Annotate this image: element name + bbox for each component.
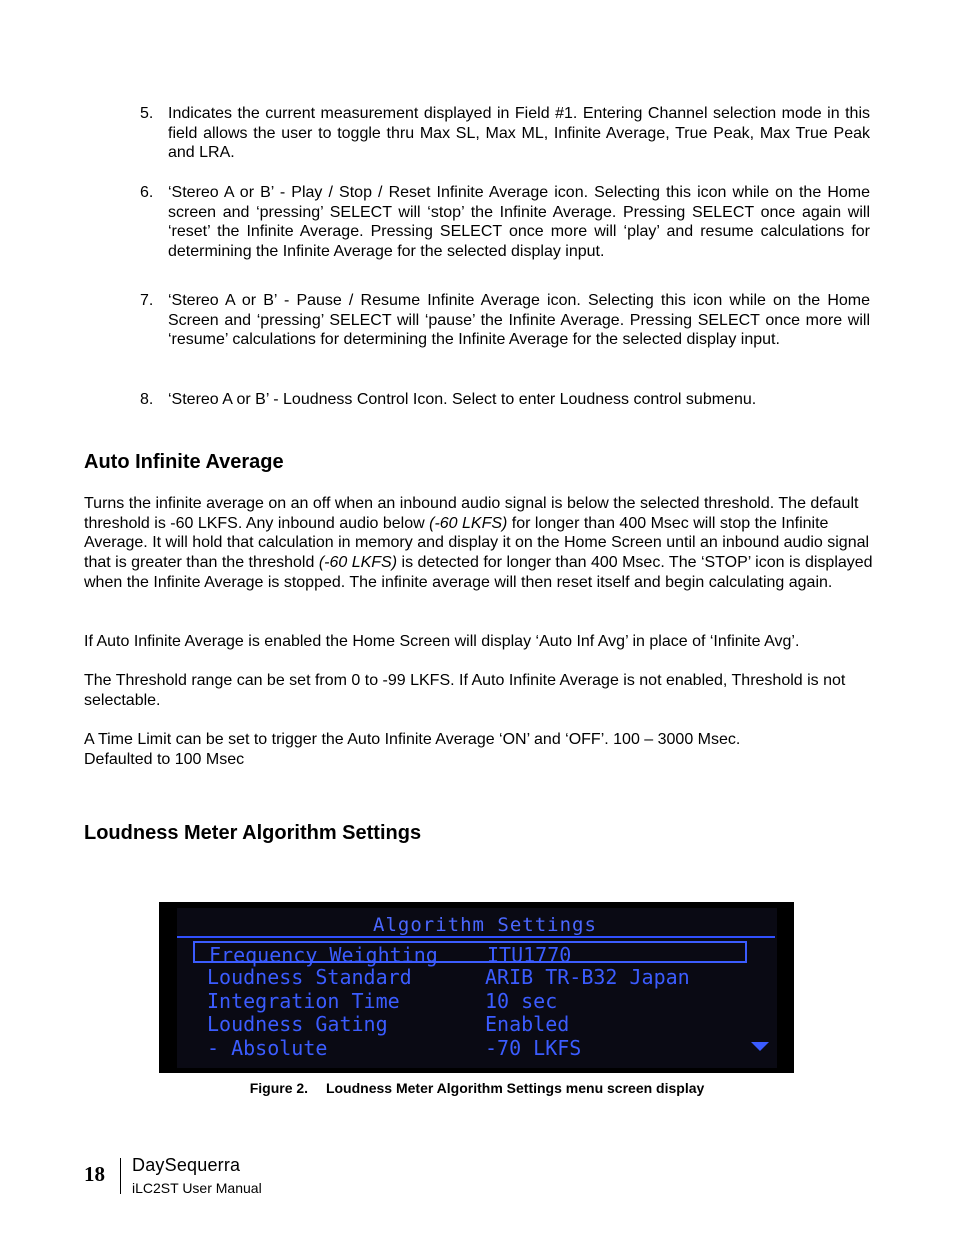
figure-label: Figure 2.: [249, 1080, 309, 1096]
section-heading-algorithm-settings: Loudness Meter Algorithm Settings: [84, 822, 422, 844]
menu-row-value: Enabled: [485, 1012, 570, 1036]
list-item-text: ‘Stereo A or B’ - Pause / Resume Infinite Average icon. Selecting this icon while on the Home Screen and ‘pressing’ SELECT will ‘pause’ the Infinite Average. Pressing SELECT once more will ‘resume’ calculations for determining the Infinite Average for the selected display input.: [168, 292, 870, 349]
menu-row-integration-time[interactable]: [193, 989, 747, 1011]
list-item-text: Indicates the current measurement displayed in Field #1. Entering Channel selection mode in this field allows the user to toggle thru Max SL, Max ML, Infinite Average, True Peak, Max True Peak and LRA.: [168, 105, 870, 162]
figure-caption-text: Loudness Meter Algorithm Settings menu screen display: [325, 1080, 705, 1096]
figure-caption: [0, 1080, 954, 1096]
paragraph: The Threshold range can be set from 0 to -99 LKFS. If Auto Infinite Average is not enabled, Threshold is not selectable.: [84, 672, 846, 709]
threshold-value: (-60 LKFS): [429, 514, 508, 532]
manual-title: iLC2ST User Manual: [132, 1180, 262, 1196]
menu-row-label: - Absolute: [207, 1036, 328, 1060]
menu-row-value: 10 sec: [485, 989, 558, 1013]
list-item: [140, 183, 870, 262]
list-item-number: 8.: [140, 391, 154, 408]
paragraph: If Auto Infinite Average is enabled the Home Screen will display ‘Auto Inf Avg’ in place of ‘Infinite Avg’.: [84, 633, 800, 650]
paragraph-text: is detected for longer than 400 Msec. The ‘STOP’ icon is displayed when the Infinite Average is stopped. The infinite average will then reset itself and begin calculating again.: [84, 554, 873, 591]
menu-row-label: Frequency Weighting: [209, 943, 438, 967]
menu-row-loudness-standard[interactable]: [193, 965, 747, 987]
title-divider: [177, 936, 775, 938]
screen-title: Algorithm Settings: [373, 914, 597, 936]
footer-divider: [120, 1158, 121, 1194]
paragraph-text: Defaulted to 100 Msec: [84, 750, 245, 768]
menu-row-absolute[interactable]: [193, 1036, 747, 1058]
menu-row-value: ITU1770: [487, 943, 572, 967]
list-item-text: ‘Stereo A or B’ - Play / Stop / Reset Infinite Average icon. Selecting this icon while on the Home screen and ‘pressing’ SELECT will ‘stop’ the Infinite Average. Pressing SELECT once again will ‘reset’ the Infinite Average. Pressing SELECT once more will ‘play’ and resume calculations for determining the Infinite Average for the selected display input.: [168, 184, 870, 261]
list-item-number: 6.: [140, 184, 154, 201]
screen-display: [177, 908, 777, 1068]
paragraph-text: A Time Limit can be set to trigger the Auto Infinite Average ‘ON’ and ‘OFF’. 100 – 3000 Msec.: [84, 731, 741, 748]
list-item: [140, 104, 870, 163]
threshold-value: (-60 LKFS): [318, 554, 398, 572]
menu-row-value: ARIB TR-B32 Japan: [485, 965, 690, 989]
menu-row-label: Loudness Gating: [207, 1012, 388, 1036]
triangle-down-icon[interactable]: [751, 1042, 769, 1051]
paragraph: [84, 494, 874, 593]
page-number: 18: [84, 1162, 105, 1186]
menu-row-label: Integration Time: [207, 989, 400, 1013]
paragraph-text: for longer than 400 Msec will stop the Infinite Average. It will hold that calculation in memory and display it on the Home Screen until an inbound audio signal that is greater than the threshold: [84, 514, 870, 572]
list-item-text: ‘Stereo A or B’ - Loudness Control Icon. Select to enter Loudness control submenu.: [168, 391, 757, 408]
menu-row-loudness-gating[interactable]: [193, 1012, 747, 1034]
menu-row-value: -70 LKFS: [485, 1036, 582, 1060]
paragraph: [84, 730, 874, 769]
brand-logo-text: DaySequerra: [132, 1155, 241, 1175]
menu-row-frequency-weighting[interactable]: [193, 941, 747, 967]
list-item: [140, 291, 870, 350]
list-item-number: 5.: [140, 105, 154, 122]
algorithm-settings-screen: [159, 902, 794, 1073]
list-item-number: 7.: [140, 292, 154, 309]
section-heading-auto-infinite-average: Auto Infinite Average: [84, 451, 284, 473]
paragraph-text: Turns the infinite average on an off when an inbound audio signal is below the selected threshold. The default threshold is -60 LKFS. Any inbound audio below: [84, 495, 859, 532]
menu-row-label: Loudness Standard: [207, 965, 412, 989]
list-item: [140, 390, 870, 410]
